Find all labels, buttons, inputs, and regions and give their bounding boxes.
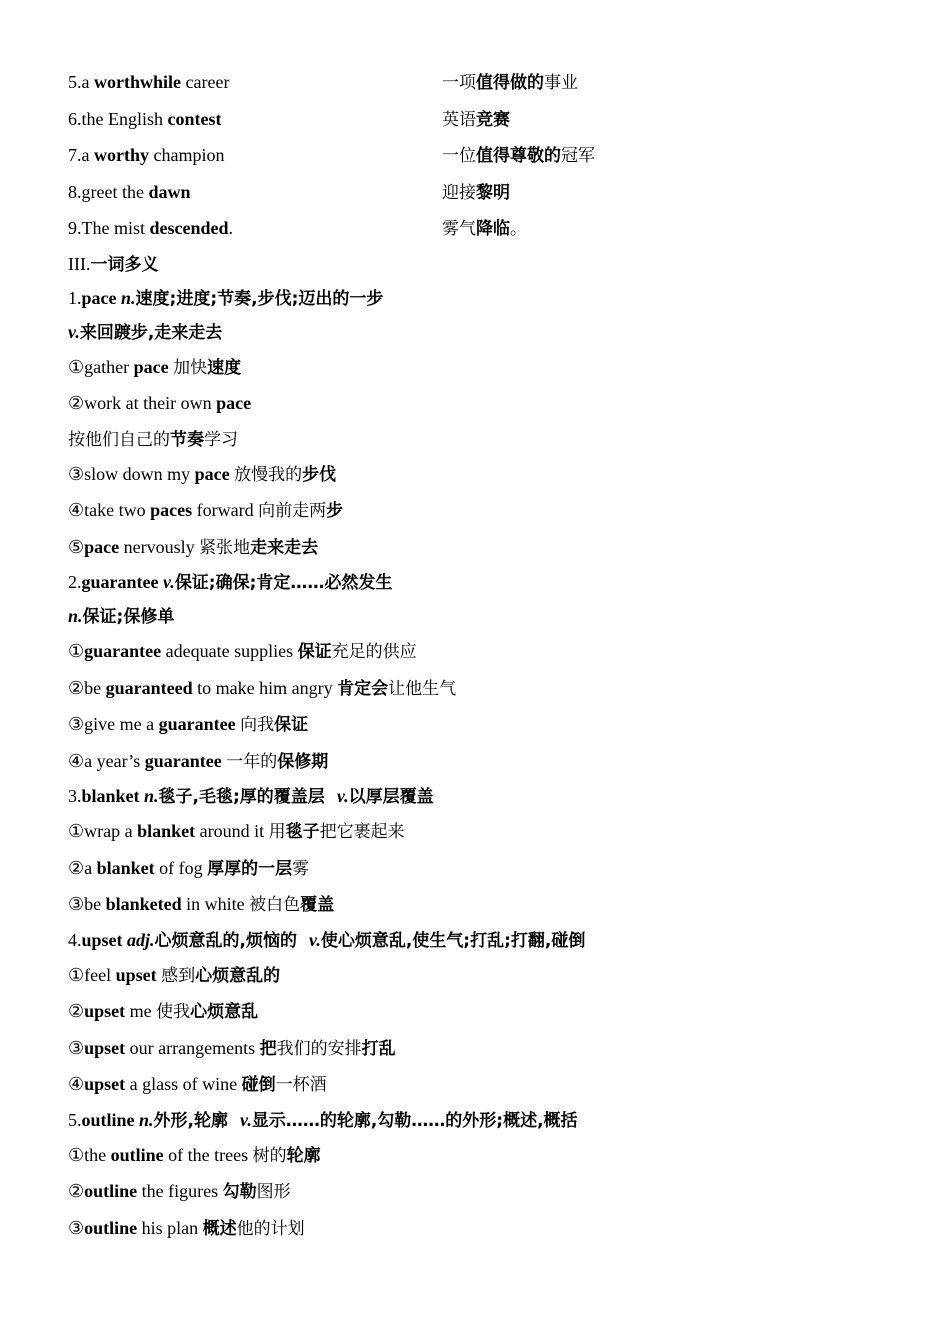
- section-heading: III.一词多义: [68, 253, 159, 275]
- word-entry-subdef: n.保证;保修单: [68, 606, 175, 627]
- phrase-row: [68, 210, 888, 247]
- word-entry-heading: 5.outline n.外形,轮廓 v.显示……的轮廓,勾勒……的外形;概述,概括: [68, 1109, 578, 1131]
- example-line: ②work at their own pace: [68, 393, 252, 413]
- example-line: ③be blanketed in white 被白色覆盖: [68, 894, 335, 915]
- phrase-chinese: 英语竞赛: [442, 109, 510, 130]
- phrase-english: 7.a worthy champion: [68, 145, 225, 165]
- example-line: ②outline the figures 勾勒图形: [68, 1181, 291, 1202]
- example-line: ③upset our arrangements 把我们的安排打乱: [68, 1037, 396, 1059]
- example-line: ③slow down my pace 放慢我的步伐: [68, 463, 337, 485]
- word-entry-heading: 4.upset adj.心烦意乱的,烦恼的 v.使心烦意乱,使生气;打乱;打翻,碰倒: [68, 929, 586, 951]
- phrase-row: [68, 101, 888, 138]
- example-line: ⑤pace nervously 紧张地走来走去: [68, 536, 319, 558]
- example-line: ②be guaranteed to make him angry 肯定会让他生气: [68, 677, 457, 699]
- word-entry-subdef: v.来回踱步,走来走去: [68, 321, 223, 343]
- example-translation: 按他们自己的节奏学习: [68, 429, 238, 450]
- example-line: ④upset a glass of wine 碰倒一杯酒: [68, 1074, 327, 1095]
- phrase-chinese: 雾气降临。: [442, 219, 527, 239]
- phrase-row: [68, 174, 888, 211]
- word-entry-heading: 3.blanket n.毯子,毛毯;厚的覆盖层 v.以厚层覆盖: [68, 786, 434, 807]
- word-entry-heading: 1.pace n.速度;进度;节奏,步伐;迈出的一步: [68, 287, 384, 309]
- document-page: [68, 64, 888, 1246]
- example-line: ①the outline of the trees 树的轮廓: [68, 1144, 321, 1166]
- phrase-english: 9.The mist descended.: [68, 218, 234, 238]
- phrase-english: 5.a worthwhile career: [68, 72, 230, 92]
- example-line: ①wrap a blanket around it 用毯子把它裹起来: [68, 821, 405, 842]
- example-line: ③give me a guarantee 向我保证: [68, 714, 309, 735]
- phrase-chinese: 一项值得做的事业: [442, 73, 578, 93]
- example-line: ②a blanket of fog 厚厚的一层雾: [68, 857, 310, 879]
- example-line: ④take two paces forward 向前走两步: [68, 500, 344, 521]
- example-line: ①guarantee adequate supplies 保证充足的供应: [68, 641, 417, 662]
- example-line: ②upset me 使我心烦意乱: [68, 1001, 259, 1022]
- phrase-chinese: 一位值得尊敬的冠军: [442, 146, 595, 166]
- example-line: ④a year’s guarantee 一年的保修期: [68, 750, 329, 772]
- phrase-english: 6.the English contest: [68, 108, 222, 129]
- phrase-row: [68, 137, 888, 174]
- example-line: ①feel upset 感到心烦意乱的: [68, 964, 281, 986]
- phrase-chinese: 迎接黎明: [442, 182, 510, 203]
- word-entry-heading: 2.guarantee v.保证;确保;肯定……必然发生: [68, 572, 393, 593]
- example-line: ③outline his plan 概述他的计划: [68, 1217, 305, 1239]
- phrase-english: 8.greet the dawn: [68, 181, 191, 202]
- phrase-row: [68, 64, 888, 101]
- example-line: ①gather pace 加快速度: [68, 356, 242, 378]
